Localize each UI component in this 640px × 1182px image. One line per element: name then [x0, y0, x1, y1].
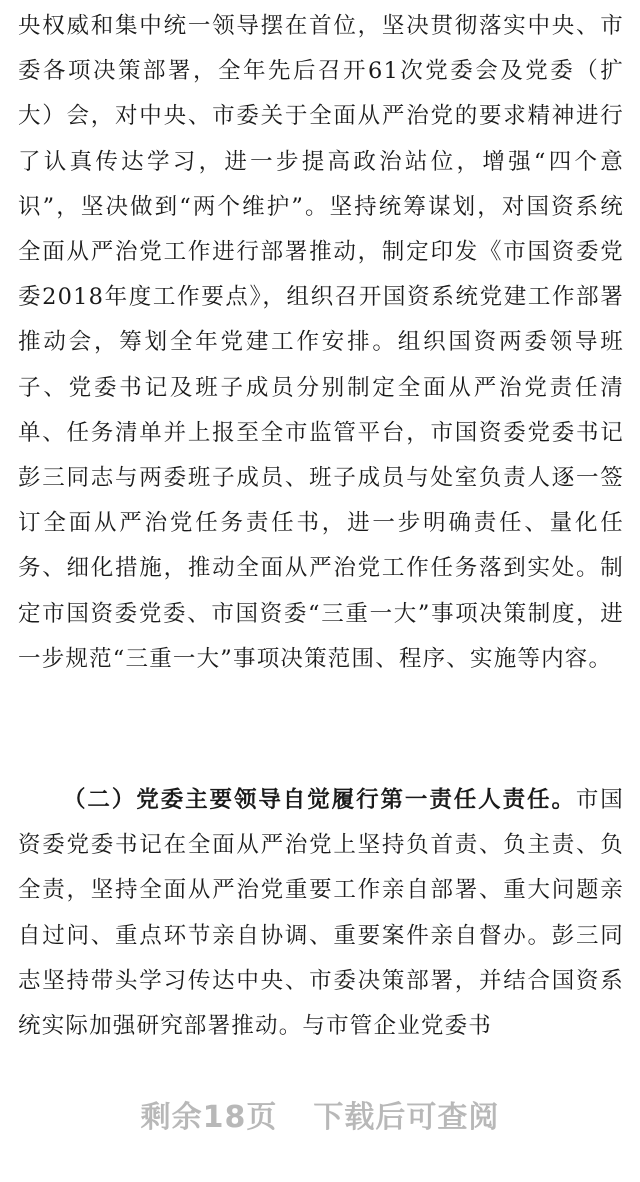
body-paragraph: 央权威和集中统一领导摆在首位，坚决贯彻落实中央、市委各项决策部署，全年先后召开61次党委会及党委（扩大）会，对中央、市委关于全面从严治党的要求精神进行了认真传达学习，进一步提高政治站位，增强“四个意识”，坚决做到“两个维护”。坚持统筹谋划，对国资系统全面从严治党工作进行部署推动，制定印发《市国资委党委2018年度工作要点》，组织召开国资系统党建工作部署推动会，筹划全年党建工作安排。组织国资两委领导班子、党委书记及班子成员分别制定全面从严治党责任清单、任务清单并上报至全市监管平台，市国资委党委书记彭三同志与两委班子成员、班子成员与处室负责人逐一签订全面从严治党任务责任书，进一步明确责任、量化任务、细化措施，推动全面从严治党工作任务落到实处。制定市国资委党委、市国资委“三重一大”事项决策制度，进一步规范“三重一大”事项决策范围、程序、实施等内容。	[18, 13, 624, 672]
remaining-pages-label: 剩余18页	[140, 1100, 278, 1135]
section-paragraph	[18, 778, 624, 1049]
download-to-read-link[interactable]: 下载后可查阅	[313, 1100, 500, 1135]
section-heading: （二）党委主要领导自觉履行第一责任人责任。	[63, 787, 576, 813]
download-banner[interactable]	[0, 1092, 640, 1136]
section-body-text: 市国资委党委书记在全面从严治党上坚持负首责、负主责、负全责，坚持全面从严治党重要工作亲自部署、重大问题亲自过问、重点环节亲自协调、重要案件亲自督办。彭三同志坚持带头学习传达中央、市委决策部署，并结合国资系统实际加强研究部署推动。与市管企业党委书	[18, 787, 624, 1040]
